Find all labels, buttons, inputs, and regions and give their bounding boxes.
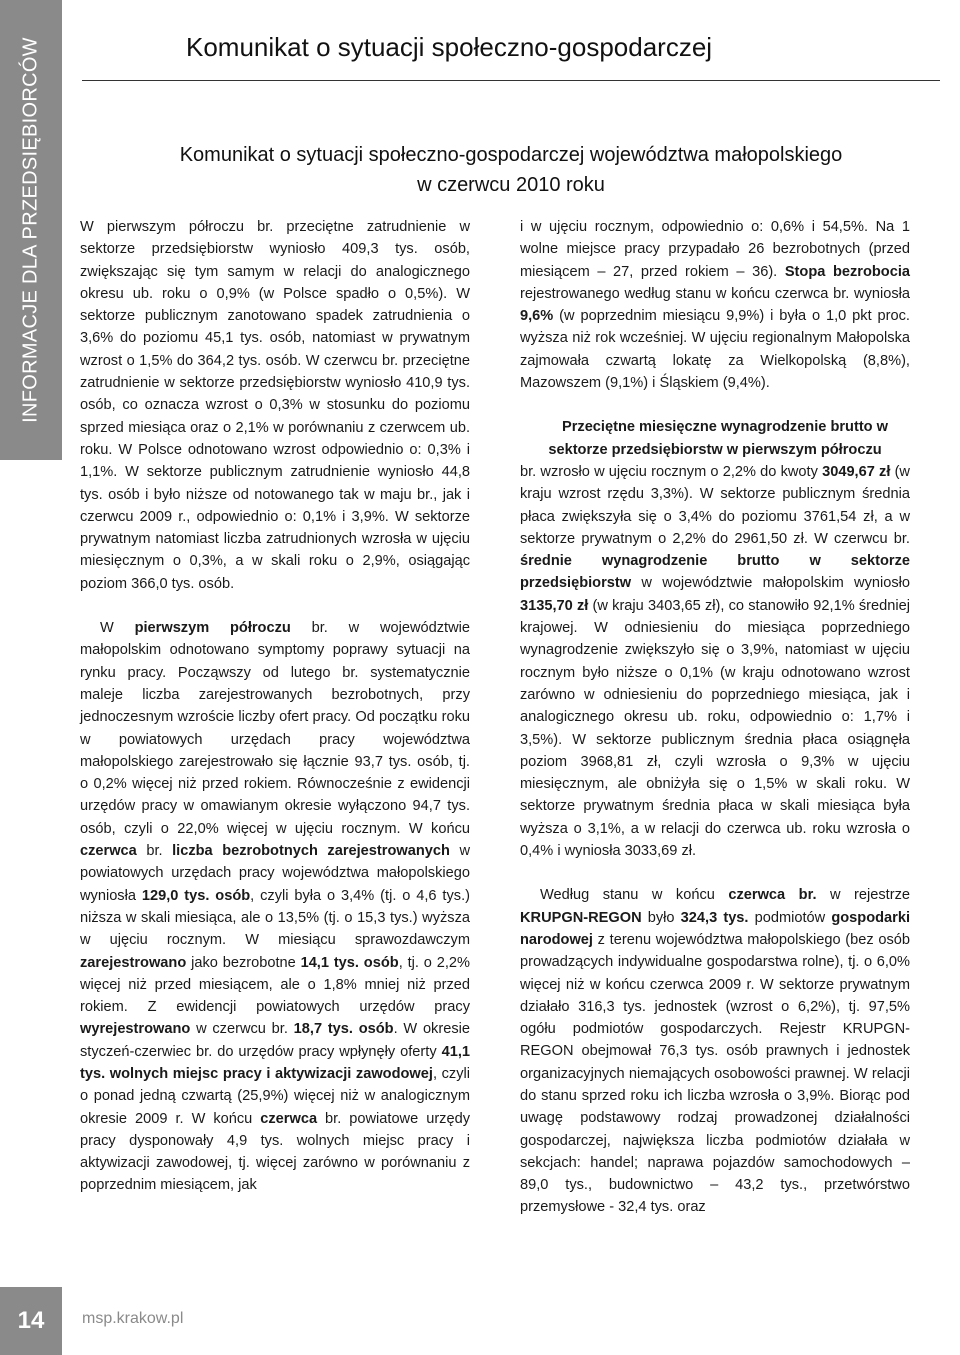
article-title: [82, 140, 940, 200]
right-paragraph-regon: Według stanu w końcu czerwca br. w rejestrze KRUPGN-REGON było 324,3 tys. podmiotów gospodarki narodowej z terenu województwa małopolskiego (bez osób prowadzących indywidualne gospodarstwa rolne), tj. o 6,0% więcej niż w końcu czerwca 2009 r. W sektorze prywatnym działało 316,3 tys. jednostek (wzrost o 6,2%), tj. 97,5% ogółu podmiotów gospodarczych. Rejestr KRUPGN-REGON obejmował 76,3 tys. osób prawnych i jednostek organizacyjnych niemających osobowości prawnej. W relacji do stanu sprzed roku ich liczba wzrosła o 3,9%. Biorąc pod uwagę podstawowy rodzaj prowadzonej działalności gospodarczej, największa liczba podmiotów działała w sekcjach: handel; naprawa pojazdów samochodowych – 89,0 tys., budownictwo – 43,2 tys., przetwórstwo przemysłowe - 32,4 tys. oraz: [520, 887, 910, 1216]
wages-heading: Przeciętne miesięczne wynagrodzenie brutto w sektorze przedsiębiorstw w pierwszym półroczu: [548, 419, 888, 458]
sidebar-label: INFORMACJE DLA PRZEDSIĘBIORCÓW: [19, 37, 42, 423]
footer-url[interactable]: msp.krakow.pl: [82, 1310, 184, 1327]
page-number: 14: [0, 1287, 62, 1355]
header-title: Komunikat o sytuacji społeczno-gospodarczej: [186, 32, 713, 62]
right-column: [520, 216, 910, 1219]
left-column: [80, 216, 470, 1197]
article-title-line-1: Komunikat o sytuacji społeczno-gospodarczej województwa małopolskiego: [179, 144, 843, 166]
left-paragraph-employment: W pierwszym półroczu br. przeciętne zatrudnienie w sektorze przedsiębiorstw wyniosło 409,3 tys. osób, zwiększając się tym samym w relacji do analogicznego okresu ub. roku o 0,9% (w Polsce spadło o 0,5%). W sektorze publicznym zanotowano spadek zatrudnienia o 3,6% do poziomu 45,1 tys. osób, natomiast w prywatnym wzrost o 1,5% do 364,2 tys. osób. W czerwcu br. przeciętne zatrudnienie w sektorze przedsiębiorstw wyniosło 410,9 tys. osób, co oznacza wzrost o 0,3% w stosunku do poziomu sprzed miesiąca oraz o 2,1% w porównaniu z czerwcem ub. roku. W Polsce odnotowano wzrost odpowiednio o: 0,3% i 1,1%. W sektorze publicznym zatrudnienie wyniosło 44,8 tys. osób i było niższe od notowanego tak w maju br., jak i czerwcu 2009 r., odpowiednio o: 0,1% i 3,9%. W sektorze prywatnym natomiast liczba zatrudnionych wzrosła w ujęciu miesięcznym o 0,3%, a w skali roku o 2,9%, osiągając poziom 366,0 tys. osób.: [80, 219, 470, 592]
left-paragraph-labour-market: W pierwszym półroczu br. w województwie małopolskim odnotowano symptomy poprawy sytuacji na rynku pracy. Począwszy od lutego br. systematycznie maleje liczba zarejestrowanych bezrobotnych, przy jednoczesnym wzroście liczby ofert pracy. Od początku roku w powiatowych urzędach pracy województwa małopolskiego zarejestrowało się łącznie 93,7 tys. osób, tj. o 0,2% więcej niż przed rokiem. Równocześnie z ewidencji urzędów pracy w omawianym okresie wyłączono 94,7 tys. osób, czyli o 22,0% więcej w ujęciu rocznym. W końcu czerwca br. liczba bezrobotnych zarejestrowanych w powiatowych urzędach pracy województwa małopolskiego wyniosła 129,0 tys. osób, czyli była o 3,4% (tj. o 4,6 tys.) niższa w skali miesiąca, ale o 13,5% (tj. o 15,3 tys.) wyższa w ujęciu rocznym. W miesiącu sprawozdawczym zarejestrowano jako bezrobotne 14,1 tys. osób, tj. o 2,2% więcej niż przed miesiącem, ale o 1,8% mniej niż przed rokiem. Z ewidencji powiatowych urzędów pracy wyrejestrowano w czerwcu br. 18,7 tys. osób. W okresie styczeń-czerwiec br. do urzędów pracy wpłynęły oferty 41,1 tys. wolnych miejsc pracy i aktywizacji zawodowej, czyli o ponad jedną czwartą (25,9%) więcej niż w analogicznym okresie 2009 r. W końcu czerwca br. powiatowe urzędy pracy dysponowały 4,9 tys. wolnych miejsc pracy i aktywizacji zawodowej, tj. więcej zarówno w porównaniu z poprzednim miesiącem, jak: [80, 620, 471, 1194]
right-paragraph-unemployment-rate: i w ujęciu rocznym, odpowiednio o: 0,6% i 54,5%. Na 1 wolne miejsce pracy przypadało 26 bezrobotnych (przed miesiącem – 27, przed rokiem – 36). Stopa bezrobocia rejestrowanego według stanu w końcu czerwca br. wyniosła 9,6% (w poprzednim miesiącu 9,9%) i była o 1,0 pkt proc. wyższa niż rok wcześniej. W ujęciu regionalnym Małopolska zajmowała czwartą lokatę za Wielkopolską (8,8%), Mazowszem (9,1%) i Śląskiem (9,4%).: [520, 219, 910, 392]
header-divider: [82, 80, 940, 81]
right-paragraph-wages: Przeciętne miesięczne wynagrodzenie brutto w sektorze przedsiębiorstw w pierwszym półroczu br. wzrosło w ujęciu rocznym o 2,2% do kwoty 3049,67 zł (w kraju wzrost rzędu 3,3%). W sektorze publicznym średnia płaca zwiększyła się o 3,4% do poziomu 3761,54 zł, a w sektorze prywatnym o 2,2% do 2961,50 zł. W czerwcu br. średnie wynagrodzenie brutto w sektorze przedsiębiorstw w województwie małopolskim wyniosło 3135,70 zł (w kraju 3403,65 zł), co stanowiło 92,1% średniej krajowej. W odniesieniu do miesiąca poprzedniego wynagrodzenie zwiększyło się o 3,9%, natomiast w ujęciu rocznym było niższe o 0,1% (w kraju odnotowano wzrost zarówno w odniesieniu do poprzedniego miesiąca, jak i analogicznego okresu ub. roku, odpowiednio o: 1,7% i 3,5%). W sektorze publicznym średnia płaca osiągnęła poziom 3968,81 zł, czyli wzrosła o 9,3% w ujęciu miesięcznym, ale obniżyła się o 1,5% w skali roku. W sektorze prywatnym średnia płaca w skali miesiąca była wyższa o 3,1%, a w relacji do czerwca ub. roku wzrosła o 0,4% i wyniosła 3033,69 zł.: [520, 416, 910, 862]
sidebar-band: [0, 0, 62, 460]
article-title-line-2: w czerwcu 2010 roku: [417, 174, 605, 196]
